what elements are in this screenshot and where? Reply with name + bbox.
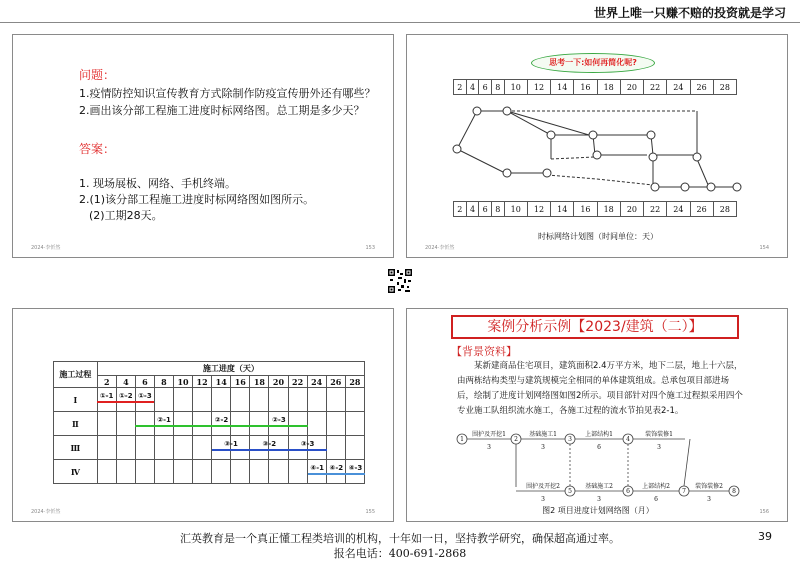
gantt-bar-label: ③-2: [262, 440, 277, 448]
background-text: 某新建商品住宅项目，建筑面积2.4万平方米，地下二层，地上十六层，由两栋结构类型与建筑规模完全相同的单体建筑组成。总承包项目部进场后，绘制了进度计划网络图如图2所示。项目部针对四个施工过程拟采用四个专业施工队组织流水施工，各施工过程的流水节拍见表2-1。: [457, 361, 743, 416]
day-cell: 18: [250, 376, 269, 388]
activity-label: 上部结构2: [642, 483, 670, 490]
day-cell: 28: [345, 376, 364, 388]
scale-cell: 12: [527, 202, 550, 217]
process-label: Ⅳ: [54, 460, 98, 484]
qr-code: [387, 268, 413, 294]
activity-duration: 3: [657, 444, 661, 451]
gantt-bar-label: ②-1: [157, 416, 171, 424]
activity-duration: 3: [707, 496, 711, 503]
activity-label: 围护及开挖1: [472, 431, 506, 438]
scale-cell: 12: [527, 80, 550, 95]
day-cell: 22: [288, 376, 307, 388]
timescale-network-diagram: [447, 97, 747, 207]
scale-cell: 2: [454, 202, 467, 217]
node-6: 6: [626, 488, 630, 495]
footer-tagline: 汇英教育是一个真正懂工程类培训的机构，十年如一日，坚持教学研究，确保超高通过率。: [180, 532, 620, 545]
activity-label: 装饰装修1: [645, 431, 673, 438]
day-cell: 8: [154, 376, 173, 388]
gantt-bar-label: ③-1: [224, 440, 238, 448]
gantt-bar-label: ④-2: [329, 464, 344, 472]
gantt-bar: [308, 464, 327, 475]
process-label: Ⅰ: [54, 388, 98, 412]
gantt-bar: [97, 392, 116, 403]
time-scale-bottom: [453, 201, 737, 217]
scale-cell: 10: [504, 80, 527, 95]
diagram-caption: 时标网络计划图（时间单位：天）: [538, 232, 658, 241]
activity-duration: 3: [487, 444, 491, 451]
gantt-bar: [212, 440, 250, 451]
gantt-bar: [288, 440, 326, 451]
slide-footer-left: 2024·李忻然: [425, 245, 455, 251]
day-cell: 24: [307, 376, 326, 388]
gantt-bar-label: ①-3: [138, 392, 152, 400]
gantt-bar-label: ②-2: [214, 416, 229, 424]
col-header: 施工过程: [54, 362, 98, 388]
gantt-bars: [97, 387, 365, 483]
node-5: 5: [568, 488, 572, 495]
node-8: 8: [732, 488, 736, 495]
slide-footer-page: 154: [759, 245, 769, 251]
scale-cell: 20: [620, 202, 643, 217]
scale-cell: 18: [597, 202, 620, 217]
header-rule: [0, 22, 800, 23]
gantt-bar: [250, 416, 307, 427]
answer-heading: 答案：: [79, 142, 116, 156]
network-diagram: [453, 429, 743, 511]
gantt-bar: [116, 392, 135, 403]
process-label: Ⅱ: [54, 412, 98, 436]
gantt-bar-label: ③-3: [300, 440, 315, 448]
slide-footer-page: 155: [365, 509, 375, 515]
scale-cell: 18: [597, 80, 620, 95]
span-header: 施工进度（天）: [97, 362, 364, 376]
slide-footer-page: 156: [759, 509, 769, 515]
scale-cell: 28: [713, 80, 736, 95]
day-cell: 14: [212, 376, 231, 388]
activity-duration: 6: [654, 496, 658, 503]
process-label: Ⅲ: [54, 436, 98, 460]
slide-153: [12, 34, 394, 258]
node-2: 2: [514, 436, 518, 443]
gantt-bar: [193, 416, 250, 427]
time-scale-top: [453, 79, 737, 95]
answer-2: 2.(1)该分部工程施工进度时标网络图如图所示。: [79, 193, 315, 206]
think-bubble-text: 思考一下:如何再简化呢?: [549, 58, 637, 67]
header-motto: 世界上唯一只赚不赔的投资就是学习: [593, 6, 786, 20]
scale-cell: 24: [667, 80, 690, 95]
activity-duration: 3: [541, 444, 545, 451]
scale-cell: 14: [551, 80, 574, 95]
think-bubble: [531, 53, 655, 73]
day-cell: 20: [269, 376, 288, 388]
answer-3: (2)工期28天。: [89, 209, 163, 222]
day-cell: 10: [173, 376, 192, 388]
node-4: 4: [626, 436, 630, 443]
activity-duration: 3: [541, 496, 545, 503]
node-1: 1: [460, 436, 464, 443]
gantt-bar: [135, 392, 154, 403]
day-cell: 16: [231, 376, 250, 388]
scale-cell: 22: [644, 202, 667, 217]
question-2: 2.画出该分部工程施工进度时标网络图。总工期是多少天？: [79, 104, 365, 117]
activity-label: 围护及开挖2: [526, 483, 560, 490]
scale-cell: 20: [620, 80, 643, 95]
slide-footer-left: 2024·李忻然: [31, 245, 61, 251]
gantt-bar: [135, 416, 192, 427]
activity-label: 基础施工1: [529, 431, 557, 438]
gantt-bar: [250, 440, 288, 451]
slide-155: [12, 308, 394, 522]
gantt-bar-label: ④-3: [348, 464, 363, 472]
question-1: 1.疫情防控知识宣传教育方式除制作防疫宣传册外还有哪些？: [79, 87, 376, 100]
gantt-bar: [327, 464, 346, 475]
node-7: 7: [682, 488, 686, 495]
scale-cell: 8: [491, 80, 504, 95]
scale-cell: 10: [504, 202, 527, 217]
scale-cell: 2: [454, 80, 467, 95]
scale-cell: 28: [713, 202, 736, 217]
scale-cell: 16: [574, 80, 597, 95]
day-cell: 12: [193, 376, 212, 388]
scale-cell: 4: [466, 202, 479, 217]
activity-duration: 6: [597, 444, 601, 451]
slide-footer-left: 2024·李忻然: [31, 509, 61, 515]
network-caption: 图2 项目进度计划网络图（月）: [542, 506, 654, 515]
scale-cell: 8: [491, 202, 504, 217]
page-number: 39: [758, 530, 772, 543]
scale-cell: 14: [551, 202, 574, 217]
node-3: 3: [568, 436, 572, 443]
scale-cell: 22: [644, 80, 667, 95]
scale-cell: 26: [690, 80, 713, 95]
slide-154: [406, 34, 788, 258]
footer-phone: 报名电话：400-691-2868: [333, 547, 467, 560]
gantt-bar-label: ④-1: [310, 464, 324, 472]
gantt-bar-label: ②-3: [272, 416, 286, 424]
activity-label: 装饰装修2: [695, 483, 723, 490]
gantt-bar-label: ①-1: [99, 392, 114, 400]
activity-duration: 3: [597, 496, 601, 503]
scale-cell: 26: [690, 202, 713, 217]
slide-156: [406, 308, 788, 522]
gantt-bar: [346, 464, 365, 475]
scale-cell: 16: [574, 202, 597, 217]
slide-footer-page: 153: [365, 245, 375, 251]
answer-1: 1. 现场展板、网络、手机终端。: [79, 177, 236, 190]
day-cell: 6: [135, 376, 154, 388]
scale-cell: 6: [479, 80, 492, 95]
slide-title: 案例分析示例【2023/建筑（二）】: [451, 315, 739, 339]
scale-cell: 6: [479, 202, 492, 217]
activity-label: 基础施工2: [585, 483, 613, 490]
day-cell: 2: [97, 376, 116, 388]
question-heading: 问题：: [79, 68, 116, 82]
scale-cell: 24: [667, 202, 690, 217]
scale-cell: 4: [466, 80, 479, 95]
activity-label: 上部结构1: [585, 431, 613, 438]
day-cell: 4: [116, 376, 135, 388]
section-heading: 【背景资料】: [451, 345, 517, 358]
gantt-bar-label: ①-2: [118, 392, 133, 400]
day-cell: 26: [326, 376, 345, 388]
